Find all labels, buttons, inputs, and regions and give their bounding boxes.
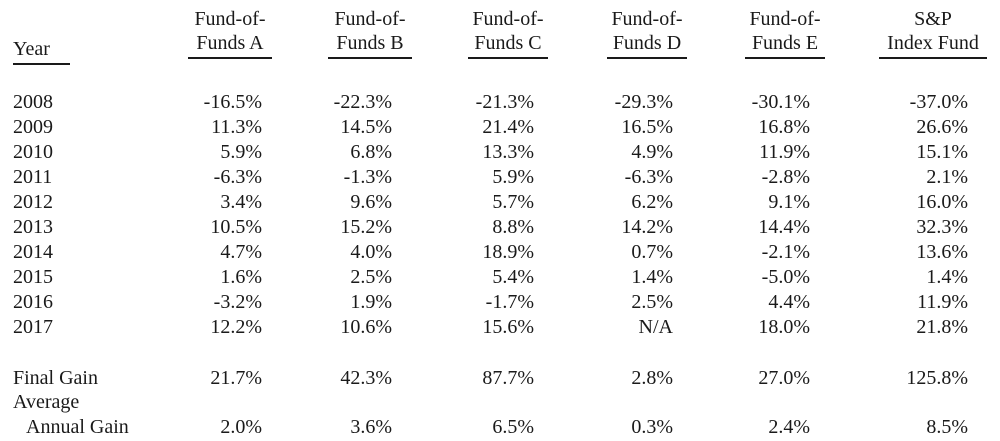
- return-cell: 9.1%: [768, 191, 810, 213]
- return-cell: 4.7%: [220, 241, 262, 263]
- fund-header-line1: Fund-of-: [749, 8, 821, 30]
- return-cell: 10.5%: [210, 216, 262, 238]
- fund-column-header: [160, 7, 300, 59]
- return-cell: 1.4%: [631, 266, 673, 288]
- annual-gain-cell: 0.3%: [631, 416, 673, 438]
- return-cell: 11.9%: [917, 291, 968, 313]
- year-cell: 2013: [13, 216, 53, 238]
- return-cell: 12.2%: [210, 316, 262, 338]
- return-cell: -22.3%: [333, 91, 392, 113]
- fund-header-line1: S&P: [914, 8, 952, 30]
- return-cell: 14.5%: [340, 116, 392, 138]
- return-cell: 8.8%: [492, 216, 534, 238]
- return-cell: 4.0%: [350, 241, 392, 263]
- return-cell: 32.3%: [916, 216, 968, 238]
- year-cell: 2011: [13, 166, 53, 188]
- fund-header-line1: Fund-of-: [611, 8, 683, 30]
- return-cell: 3.4%: [220, 191, 262, 213]
- return-cell: 15.6%: [482, 316, 534, 338]
- return-cell: 9.6%: [350, 191, 392, 213]
- return-cell: 2.5%: [631, 291, 673, 313]
- year-cell: 2008: [13, 91, 53, 113]
- return-cell: -5.0%: [761, 266, 810, 288]
- return-cell: -2.8%: [761, 166, 810, 188]
- fund-column-header: [715, 7, 855, 59]
- return-cell: 21.4%: [482, 116, 534, 138]
- annual-gain-cell: 3.6%: [350, 416, 392, 438]
- fund-header-line2: Funds A: [188, 31, 272, 59]
- return-cell: 21.8%: [916, 316, 968, 338]
- return-cell: -1.3%: [343, 166, 392, 188]
- return-cell: 15.2%: [340, 216, 392, 238]
- return-cell: 1.9%: [350, 291, 392, 313]
- annual-gain-cell: 6.5%: [492, 416, 534, 438]
- final-gain-cell: 21.7%: [210, 367, 262, 389]
- return-cell: -30.1%: [751, 91, 810, 113]
- final-gain-cell: 87.7%: [482, 367, 534, 389]
- return-cell: 11.9%: [759, 141, 810, 163]
- return-cell: 5.7%: [492, 191, 534, 213]
- year-cell: 2010: [13, 141, 53, 163]
- return-cell: -3.2%: [213, 291, 262, 313]
- return-cell: 18.0%: [758, 316, 810, 338]
- return-cell: -1.7%: [485, 291, 534, 313]
- return-cell: 5.9%: [492, 166, 534, 188]
- return-cell: -2.1%: [761, 241, 810, 263]
- return-cell: 10.6%: [340, 316, 392, 338]
- return-cell: -37.0%: [909, 91, 968, 113]
- return-cell: 11.3%: [211, 116, 262, 138]
- fund-header-line1: Fund-of-: [472, 8, 544, 30]
- return-cell: 26.6%: [916, 116, 968, 138]
- return-cell: 15.1%: [916, 141, 968, 163]
- return-cell: 4.9%: [631, 141, 673, 163]
- year-column-header: Year: [13, 37, 70, 65]
- annual-gain-label: Annual Gain: [26, 416, 129, 438]
- return-cell: 0.7%: [631, 241, 673, 263]
- final-gain-cell: 42.3%: [340, 367, 392, 389]
- fund-header-line2: Funds B: [328, 31, 412, 59]
- average-label: Average: [13, 391, 80, 413]
- return-cell: 4.4%: [768, 291, 810, 313]
- annual-gain-cell: 2.4%: [768, 416, 810, 438]
- return-cell: N/A: [638, 316, 673, 338]
- return-cell: 16.5%: [621, 116, 673, 138]
- return-cell: 13.3%: [482, 141, 534, 163]
- return-cell: -6.3%: [624, 166, 673, 188]
- fund-header-line1: Fund-of-: [194, 8, 266, 30]
- year-cell: 2015: [13, 266, 53, 288]
- return-cell: 1.6%: [220, 266, 262, 288]
- annual-gain-cell: 8.5%: [926, 416, 968, 438]
- return-cell: 13.6%: [916, 241, 968, 263]
- return-cell: 2.1%: [926, 166, 968, 188]
- return-cell: -21.3%: [475, 91, 534, 113]
- fund-header-line2: Funds C: [468, 31, 548, 59]
- annual-gain-cell: 2.0%: [220, 416, 262, 438]
- year-cell: 2014: [13, 241, 53, 263]
- return-cell: 5.9%: [220, 141, 262, 163]
- year-cell: 2012: [13, 191, 53, 213]
- fund-header-line2: Funds E: [745, 31, 825, 59]
- return-cell: 16.0%: [916, 191, 968, 213]
- return-cell: -16.5%: [203, 91, 262, 113]
- return-cell: -29.3%: [614, 91, 673, 113]
- final-gain-label: Final Gain: [13, 367, 98, 389]
- final-gain-cell: 27.0%: [758, 367, 810, 389]
- fund-column-header: [300, 7, 440, 59]
- return-cell: 2.5%: [350, 266, 392, 288]
- final-gain-cell: 2.8%: [631, 367, 673, 389]
- fund-header-line1: Fund-of-: [334, 8, 406, 30]
- year-cell: 2009: [13, 116, 53, 138]
- year-cell: 2017: [13, 316, 53, 338]
- fund-column-header: [438, 7, 578, 59]
- final-gain-cell: 125.8%: [906, 367, 968, 389]
- return-cell: 18.9%: [482, 241, 534, 263]
- fund-header-line2: Index Fund: [879, 31, 987, 59]
- return-cell: 1.4%: [926, 266, 968, 288]
- fund-column-header: [863, 7, 1000, 59]
- return-cell: 6.8%: [350, 141, 392, 163]
- return-cell: 14.2%: [621, 216, 673, 238]
- return-cell: -6.3%: [213, 166, 262, 188]
- return-cell: 14.4%: [758, 216, 810, 238]
- return-cell: 5.4%: [492, 266, 534, 288]
- year-cell: 2016: [13, 291, 53, 313]
- fund-header-line2: Funds D: [607, 31, 687, 59]
- fund-column-header: [577, 7, 717, 59]
- return-cell: 16.8%: [758, 116, 810, 138]
- return-cell: 6.2%: [631, 191, 673, 213]
